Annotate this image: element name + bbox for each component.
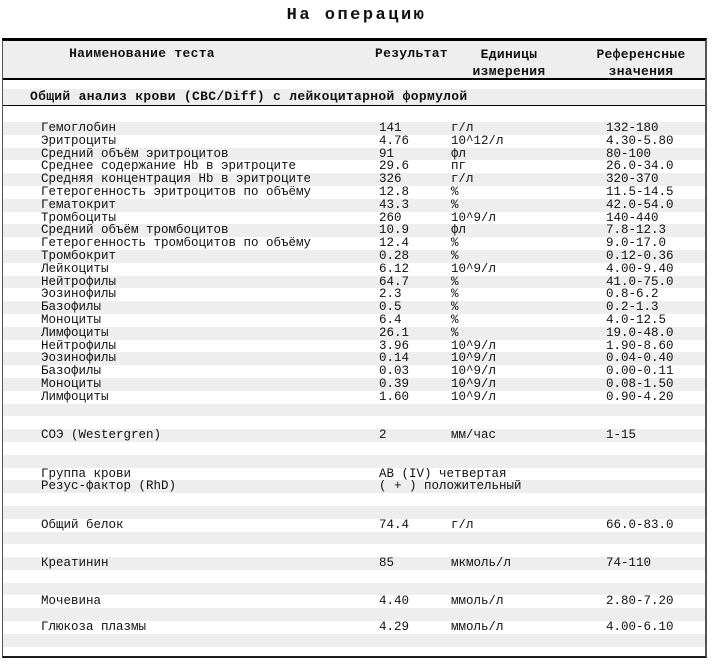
reference-cell (606, 608, 705, 621)
units-cell (451, 493, 606, 506)
test-name-cell: Нейтрофилы (41, 339, 117, 353)
units-cell: г/л (451, 122, 474, 135)
reference-cell: 0.8-6.2 (606, 288, 659, 302)
table-row-spacer (3, 416, 705, 429)
units-cell: % (451, 185, 459, 199)
test-name-cell (3, 404, 379, 417)
table-row (3, 224, 705, 237)
table-row (3, 173, 705, 186)
result-cell: 4.29 (379, 621, 410, 634)
result-cell: 0.14 (379, 352, 410, 366)
result-cell: 2.3 (379, 288, 402, 302)
units-cell: фл (451, 147, 467, 161)
test-name-cell (3, 532, 379, 545)
table-row (3, 340, 705, 353)
reference-cell: 0.2-1.3 (606, 301, 659, 314)
reference-cell: 41.0-75.0 (606, 275, 674, 289)
reference-cell: 7.8-12.3 (606, 224, 667, 238)
table-row (3, 212, 705, 225)
spacer (3, 80, 705, 89)
reference-cell: 11.5-14.5 (606, 185, 674, 199)
column-header-reference-line2: значения (608, 64, 674, 79)
reference-cell (606, 506, 705, 519)
result-cell (379, 442, 451, 455)
reference-cell: 140-440 (606, 211, 659, 225)
units-cell: % (451, 249, 459, 263)
table-row-spacer (3, 570, 705, 583)
test-name-cell: Резус-фактор (RhD) (41, 480, 177, 494)
test-name-cell: Общий белок (41, 518, 124, 532)
table-row (3, 327, 705, 340)
test-name-cell (3, 455, 379, 468)
result-cell (379, 404, 451, 417)
result-cell: 141 (379, 122, 402, 135)
table-row (3, 519, 705, 532)
result-cell (379, 416, 451, 429)
units-cell (451, 404, 606, 417)
test-name-cell: Глюкоза плазмы (41, 621, 147, 634)
table-row (3, 199, 705, 212)
table-row-spacer (3, 583, 705, 596)
spacer (3, 647, 705, 656)
table-row (3, 480, 705, 493)
reference-cell (606, 544, 705, 557)
result-cell: 0.39 (379, 377, 410, 391)
table-row (3, 250, 705, 263)
reference-cell: 0.04-0.40 (606, 352, 674, 366)
table-row-spacer (3, 634, 705, 647)
table-row-spacer (3, 506, 705, 519)
result-cell: 43.3 (379, 198, 410, 212)
result-cell: 2 (379, 429, 387, 442)
reference-cell (606, 416, 705, 429)
test-name-cell: СОЭ (Westergren) (41, 429, 162, 442)
result-cell: 326 (379, 173, 402, 186)
table-row-spacer (3, 493, 705, 506)
reference-cell (606, 634, 705, 647)
test-name-cell: Лейкоциты (41, 262, 109, 276)
reference-cell: 9.0-17.0 (606, 237, 667, 250)
reference-cell (606, 404, 705, 417)
result-cell: 4.40 (379, 595, 410, 609)
document-title: На операцию (286, 6, 427, 25)
table-row (3, 468, 705, 481)
test-name-cell: Креатинин (41, 557, 109, 570)
table-row-spacer (3, 442, 705, 455)
table-row-spacer (3, 455, 705, 468)
table-row-spacer (3, 532, 705, 545)
test-name-cell: Средний объём тромбоцитов (41, 224, 229, 238)
result-cell: 85 (379, 557, 395, 570)
table-row-spacer (3, 608, 705, 621)
result-cell: 6.12 (379, 262, 410, 276)
test-name-cell: Среднее содержание Hb в эритроците (41, 160, 297, 174)
result-cell: 74.4 (379, 518, 410, 532)
units-cell: 10^9/л (451, 390, 497, 404)
column-header-reference-line1: Референсные (596, 47, 686, 62)
result-cell (379, 634, 451, 647)
result-cell: 6.4 (379, 313, 402, 327)
table-row (3, 378, 705, 391)
units-cell (451, 570, 606, 583)
table-row (3, 276, 705, 289)
units-cell (451, 544, 606, 557)
reference-cell: 0.90-4.20 (606, 390, 674, 404)
units-cell: % (451, 237, 459, 250)
test-name-cell (3, 506, 379, 519)
column-header-units-line1: Единицы (480, 47, 538, 62)
test-name-cell (3, 570, 379, 583)
reference-cell: 19.0-48.0 (606, 326, 674, 340)
units-cell: пг (451, 160, 467, 174)
test-name-cell: Гемоглобин (41, 122, 117, 135)
test-name-cell (3, 544, 379, 557)
test-name-cell: Моноциты (41, 313, 102, 327)
reference-cell: 0.00-0.11 (606, 365, 674, 378)
units-cell: % (451, 275, 459, 289)
reference-cell: 132-180 (606, 122, 659, 135)
result-cell: 0.5 (379, 301, 402, 314)
table-row (3, 352, 705, 365)
column-header-result: Результат (375, 46, 448, 61)
table-row (3, 122, 705, 135)
test-name-cell: Гетерогенность эритроцитов по объёму (41, 185, 312, 199)
test-name-cell: Эозинофилы (41, 288, 117, 302)
test-name-cell: Тромбокрит (41, 249, 117, 263)
table-rows (3, 122, 705, 647)
result-cell (379, 583, 451, 596)
spacer (3, 106, 705, 122)
test-name-cell (3, 634, 379, 647)
reference-cell (606, 455, 705, 468)
results-table (2, 38, 707, 658)
reference-cell: 0.08-1.50 (606, 377, 674, 391)
table-row (3, 288, 705, 301)
column-header-units (446, 46, 572, 80)
test-name-cell (3, 608, 379, 621)
test-name-cell: Гематокрит (41, 198, 117, 212)
table-row (3, 135, 705, 148)
units-cell (451, 506, 606, 519)
units-cell (451, 583, 606, 596)
reference-cell: 0.12-0.36 (606, 249, 674, 263)
result-cell (379, 532, 451, 545)
table-row (3, 186, 705, 199)
result-cell: ( + ) положительный (379, 480, 522, 494)
test-name-cell: Группа крови (41, 467, 132, 481)
table-row-spacer (3, 544, 705, 557)
result-cell (379, 570, 451, 583)
result-cell: 4.76 (379, 134, 410, 148)
reference-cell: 1-15 (606, 429, 637, 442)
test-name-cell: Лимфоциты (41, 326, 109, 340)
units-cell (451, 532, 606, 545)
units-cell: 10^12/л (451, 134, 504, 148)
test-name-cell: Лимфоциты (41, 390, 109, 404)
units-cell: 10^9/л (451, 211, 497, 225)
result-cell: 3.96 (379, 339, 410, 353)
reference-cell (606, 583, 705, 596)
result-cell: 26.1 (379, 326, 410, 340)
units-cell: мкмоль/л (451, 557, 512, 570)
reference-cell: 4.00-9.40 (606, 262, 674, 276)
reference-cell (606, 493, 705, 506)
reference-cell: 74-110 (606, 557, 652, 570)
units-cell: 10^9/л (451, 262, 497, 276)
units-cell: ммоль/л (451, 595, 504, 609)
result-cell: 10.9 (379, 224, 410, 238)
table-row (3, 365, 705, 378)
test-name-cell: Средний объём эритроцитов (41, 147, 229, 161)
table-row (3, 301, 705, 314)
table-row (3, 595, 705, 608)
units-cell (451, 455, 606, 468)
test-name-cell: Базофилы (41, 365, 102, 378)
result-cell: 64.7 (379, 275, 410, 289)
table-row (3, 621, 705, 634)
result-cell: 12.4 (379, 237, 410, 250)
units-cell: 10^9/л (451, 352, 497, 366)
table-row (3, 237, 705, 250)
result-cell (379, 544, 451, 557)
result-cell: AB (IV) четвертая (379, 467, 507, 481)
reference-cell (606, 532, 705, 545)
test-name-cell: Мочевина (41, 595, 102, 609)
test-name-cell (3, 583, 379, 596)
reference-cell: 26.0-34.0 (606, 160, 674, 174)
units-cell: мм/час (451, 429, 497, 442)
reference-cell: 66.0-83.0 (606, 518, 674, 532)
table-row (3, 429, 705, 442)
reference-cell: 1.90-8.60 (606, 339, 674, 353)
units-cell: г/л (451, 173, 474, 186)
column-header-test-name: Наименование теста (69, 46, 215, 61)
result-cell: 29.6 (379, 160, 410, 174)
result-cell (379, 608, 451, 621)
table-row (3, 557, 705, 570)
section-title-cbc: Общий анализ крови (CBC/Diff) с лейкоцитарной формулой (3, 89, 705, 106)
test-name-cell: Базофилы (41, 301, 102, 314)
reference-cell: 2.80-7.20 (606, 595, 674, 609)
test-name-cell: Эозинофилы (41, 352, 117, 366)
reference-cell: 4.00-6.10 (606, 621, 674, 634)
reference-cell: 4.30-5.80 (606, 134, 674, 148)
column-header-units-line2: измерения (472, 64, 546, 79)
reference-cell: 42.0-54.0 (606, 198, 674, 212)
units-cell (451, 634, 606, 647)
column-header-reference (579, 46, 703, 80)
result-cell: 260 (379, 211, 402, 225)
test-name-cell (3, 442, 379, 455)
result-cell: 0.03 (379, 365, 410, 378)
table-row-spacer (3, 404, 705, 417)
units-cell: фл (451, 224, 467, 238)
result-cell: 91 (379, 147, 395, 161)
reference-cell: 320-370 (606, 173, 659, 186)
result-cell: 1.60 (379, 390, 410, 404)
units-cell: % (451, 326, 459, 340)
units-cell: % (451, 288, 459, 302)
test-name-cell: Тромбоциты (41, 211, 117, 225)
units-cell: 10^9/л (451, 365, 497, 378)
units-cell: % (451, 198, 459, 212)
units-cell: % (451, 313, 459, 327)
table-header-row (3, 41, 705, 80)
test-name-cell: Гетерогенность тромбоцитов по объёму (41, 237, 312, 250)
result-cell (379, 455, 451, 468)
reference-cell: 4.0-12.5 (606, 313, 667, 327)
units-cell: 10^9/л (451, 339, 497, 353)
table-row (3, 148, 705, 161)
result-cell (379, 493, 451, 506)
units-cell: г/л (451, 518, 474, 532)
test-name-cell (3, 493, 379, 506)
units-cell: 10^9/л (451, 377, 497, 391)
table-row (3, 160, 705, 173)
test-name-cell: Моноциты (41, 377, 102, 391)
result-cell: 12.8 (379, 185, 410, 199)
units-cell (451, 442, 606, 455)
result-cell (379, 506, 451, 519)
test-name-cell: Эритроциты (41, 134, 117, 148)
units-cell: % (451, 301, 459, 314)
test-name-cell: Средняя концентрация Hb в эритроците (41, 173, 312, 186)
reference-cell (606, 570, 705, 583)
table-row (3, 314, 705, 327)
reference-cell (606, 442, 705, 455)
table-row (3, 391, 705, 404)
units-cell (451, 608, 606, 621)
table-row (3, 263, 705, 276)
units-cell (451, 416, 606, 429)
units-cell: ммоль/л (451, 621, 504, 634)
test-name-cell: Нейтрофилы (41, 275, 117, 289)
result-cell: 0.28 (379, 249, 410, 263)
reference-cell: 80-100 (606, 147, 652, 161)
test-name-cell (3, 416, 379, 429)
